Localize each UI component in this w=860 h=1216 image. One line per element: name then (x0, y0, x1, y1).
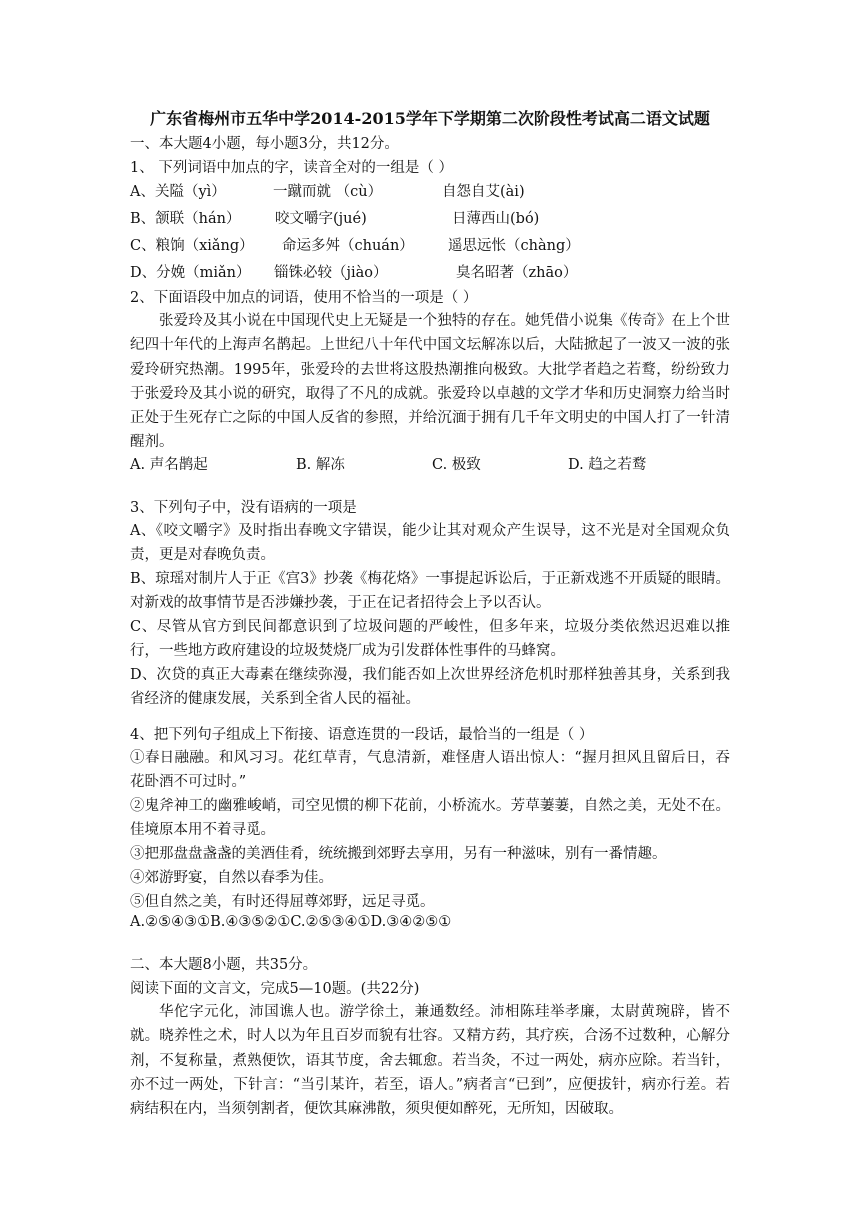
q4-sentence-2: ②鬼斧神工的幽雅峻峭，司空见惯的柳下花前，小桥流水。芳草萋萋，自然之美，无处不在。佳境原本用不着寻觅。 (130, 798, 730, 839)
question-3-stem: 3、下列句子中，没有语病的一项是 (130, 500, 357, 516)
question-2-passage: 张爱玲及其小说在中国现代史上无疑是一个独特的存在。她凭借小说集《传奇》在上个世纪四十年代的上海声名鹊起。上世纪八十年代中国文坛解冻以后，大陆掀起了一波又一波的张爱玲研究热潮。1995年，张爱玲的去世将这股热潮推向极致。大批学者趋之若鹜，纷纷致力于张爱玲及其小说的研究，取得了不凡的成就。张爱玲以卓越的文学才华和历史洞察力给当时正处于生死存亡之际的中国人反省的参照，并给沉湎于拥有几千年文明史的中国人打了一针清醒剂。 (130, 313, 730, 451)
q1-option-a-word1: A、关隘（yì） (130, 184, 226, 200)
q2-option-a: A. 声名鹊起 (130, 457, 208, 473)
q2-option-d: D. 趋之若鹜 (568, 457, 647, 473)
q4-sentence-5: ⑤但自然之美，有时还得屈尊郊野，远足寻觅。 (130, 894, 435, 910)
q1-option-row-c (130, 234, 730, 258)
question-2-stem: 2、下面语段中加点的词语，使用不恰当的一项是（ ） (130, 290, 478, 306)
q3-option-a: A、《咬文嚼字》及时指出春晚文字错误，能少让其对观众产生误导，这不光是对全国观众负责，更是对春晚负责。 (130, 523, 730, 564)
question-1-stem: 1、 下列词语中加点的字，读音全对的一组是（ ） (130, 160, 453, 176)
q4-sentence-3: ③把那盘盘盏盏的美酒佳肴，统统搬到郊野去享用，另有一种滋味，别有一番情趣。 (130, 846, 667, 862)
q1-option-d-word1: D、分娩（miǎn） (130, 265, 251, 281)
q3-option-c: C、尽管从官方到民间都意识到了垃圾问题的严峻性，但多年来，垃圾分类依然迟迟难以推行，一些地方政府建设的垃圾焚烧厂成为引发群体性事件的马蜂窝。 (130, 619, 730, 660)
q1-option-d-word3: 臭名昭著（zhāo） (456, 265, 578, 281)
q2-option-c: C. 极致 (432, 457, 481, 473)
q1-option-b-word2: 咬文嚼字(jué) (275, 211, 367, 227)
exam-title: 广东省梅州市五华中学2014-2015学年下学期第二次阶段性考试高二语文试题 (150, 109, 710, 128)
q4-sentence-4: ④郊游野宴，自然以春季为佳。 (130, 870, 333, 886)
q1-option-d-word2: 锱铢必较（jiào） (274, 265, 388, 281)
q3-option-b: B、琼瑶对制片人于正《宫3》抄袭《梅花烙》一事提起诉讼后，于正新戏逃不开质疑的眼睛。对新戏的故事情节是否涉嫌抄袭，于正在记者招待会上予以否认。 (130, 571, 730, 612)
q3-option-d: D、次贷的真正大毒素在继续弥漫，我们能否如上次世界经济危机时那样独善其身，关系到我省经济的健康发展，关系到全省人民的福祉。 (130, 667, 730, 708)
q1-option-b-word1: B、颔联（hán） (130, 211, 241, 227)
q2-option-b: B. 解冻 (296, 457, 345, 473)
q1-option-c-word1: C、粮饷（xiǎng） (130, 238, 254, 254)
question-4-stem: 4、把下列句子组成上下衔接、语意连贯的一段话，最恰当的一组是（ ） (130, 727, 594, 743)
q1-option-row-d (130, 261, 730, 285)
section-2-intro: 阅读下面的文言文，完成5—10题。(共22分) (130, 981, 420, 997)
q4-sentence-1: ①春日融融。和风习习。花红草青，气息清新，难怪唐人语出惊人：“握月担风且留后日，吞花卧酒不可过时。” (130, 750, 730, 791)
q4-answer-choices: A.②⑤④③①B.④③⑤②①C.②⑤③④①D.③④②⑤① (130, 914, 452, 930)
section-1-heading: 一、本大题4小题，每小题3分，共12分。 (130, 136, 399, 152)
section-2-heading: 二、本大题8小题，共35分。 (130, 957, 318, 973)
classical-chinese-passage: 华佗字元化，沛国谯人也。游学徐土，兼通数经。沛相陈珪举孝廉，太尉黄琬辟，皆不就。晓养性之术，时人以为年且百岁而貌有壮容。又精方药，其疗疾，合汤不过数种，心解分剂，不复称量，煮熟便饮，语其节度，舍去辄愈。若当灸，不过一两处，病亦应除。若当针，亦不过一两处，下针言：“当引某许，若至，语人。”病者言“已到”，应便拔针，病亦行差。若病结积在内，当须刳割者，便饮其麻沸散，须臾便如醉死，无所知，因破取。 (130, 1004, 730, 1118)
q1-option-row-b (130, 207, 730, 231)
q1-option-c-word2: 命运多舛（chuán） (282, 238, 414, 254)
q1-option-row-a (130, 180, 730, 204)
q1-option-a-word2: 一蹴而就 （cù） (273, 184, 383, 200)
q1-option-a-word3: 自怨自艾(ài) (442, 184, 525, 200)
q2-options (130, 453, 730, 477)
q1-option-b-word3: 日薄西山(bó) (452, 211, 540, 227)
q1-option-c-word3: 遥思远怅（chàng） (448, 238, 580, 254)
